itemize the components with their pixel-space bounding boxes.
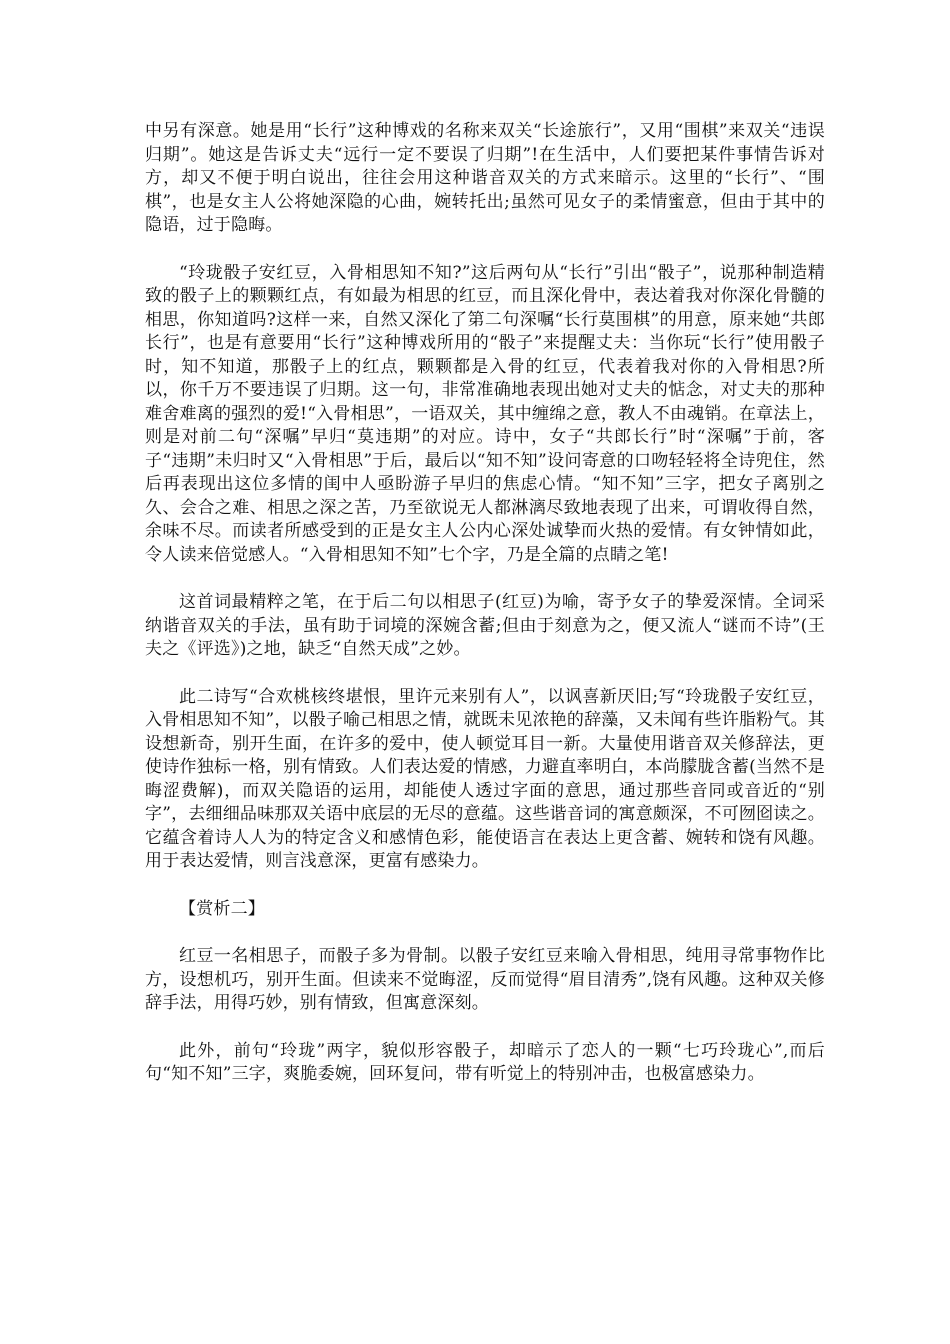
paragraph-gap	[145, 662, 825, 686]
document-body	[145, 120, 825, 1087]
section-heading: 【赏析二】	[179, 898, 265, 919]
paragraph-gap	[145, 238, 825, 262]
paragraph-gap	[145, 874, 825, 898]
paragraph-2: “玲珑骰子安红豆，入骨相思知不知?”这后两句从“长行”引出“骰子”，说那种制造精致的骰子上的颗颗红点，有如最为相思的红豆，而且深化骨中，表达着我对你深化骨髓的相思，你知道吗?这样一来，自然又深化了第二句深嘱“长行莫围棋”的用意，原来她“共郎长行”，也是有意要用“长行”这种博戏所用的“骰子”来提醒丈夫：当你玩“长行”使用骰子时，知不知道，那骰子上的红点，颗颗都是入骨的红豆，代表着我对你的入骨相思?所以，你千万不要违误了归期。这一句，非常准确地表现出她对丈夫的惦念，对丈夫的那种难舍难离的强烈的爱!“入骨相思”，一语双关，其中缠绵之意，教人不由魂销。在章法上，则是对前二句“深嘱”早归“莫违期”的对应。诗中，女子“共郎长行”时“深嘱”于前，客子“违期”未归时又“入骨相思”于后，最后以“知不知”设问寄意的口吻轻轻将全诗兜住，然后再表现出这位多情的闺中人亟盼游子早归的焦虑心情。“知不知”三字，把女子离别之久、会合之难、相思之深之苦，乃至欲说无人都淋漓尽致地表现了出来，可谓收得自然，余味不尽。而读者所感受到的正是女主人公内心深处诚挚而火热的爱情。有女钟情如此，令人读来倍觉感人。“入骨相思知不知”七个字，乃是全篇的点睛之笔!	[145, 262, 825, 565]
paragraph-3: 这首词最精粹之笔，在于后二句以相思子(红豆)为喻，寄予女子的挚爱深情。全词采纳谐音双关的手法，虽有助于词境的深婉含蓄;但由于刻意为之，便又流人“谜而不诗”(王夫之《评选》)之地，缺乏“自然天成”之妙。	[145, 592, 825, 659]
paragraph-gap	[145, 1016, 825, 1040]
paragraph-4: 此二诗写“合欢桃核终堪恨，里许元来别有人”，以讽喜新厌旧;写“玲珑骰子安红豆，入骨相思知不知”，以骰子喻己相思之情，就既未见浓艳的辞藻，又未闻有些许脂粉气。其设想新奇，别开生面，在许多的爱中，使人顿觉耳目一新。大量使用谐音双关修辞法，更使诗作独标一格，别有情致。人们表达爱的情感，力避直率明白，本尚朦胧含蓄(当然不是晦涩费解)，而双关隐语的运用，却能使人透过字面的意思，通过那些音同或音近的“别字”，去细细品味那双关语中底层的无尽的意蕴。这些谐音词的寓意颇深，不可囫囵读之。它蕴含着诗人人为的特定含义和感情色彩，能使语言在表达上更含蓄、婉转和饶有风趣。用于表达爱情，则言浅意深，更富有感染力。	[145, 686, 825, 871]
paragraph-5: 红豆一名相思子，而骰子多为骨制。以骰子安红豆来喻入骨相思，纯用寻常事物作比方，设想机巧，别开生面。但读来不觉晦涩，反而觉得“眉目清秀”,饶有风趣。这种双关修辞手法，用得巧妙，别有情致，但寓意深刻。	[145, 946, 825, 1013]
paragraph-gap	[145, 567, 825, 591]
paragraph-6: 此外，前句“玲珑”两字，貌似形容骰子，却暗示了恋人的一颗“七巧玲珑心”,而后句“知不知”三字，爽脆委婉，回环复问，带有听觉上的特别冲击，也极富感染力。	[145, 1040, 825, 1084]
paragraph-1: 中另有深意。她是用“长行”这种博戏的名称来双关“长途旅行”，又用“围棋”来双关“违误归期”。她这是告诉丈夫“远行一定不要误了归期”!在生活中，人们要把某件事情告诉对方，却又不便于明白说出，往往会用这种谐音双关的方式来暗示。这里的“长行”、“围棋”，也是女主人公将她深隐的心曲，婉转托出;虽然可见女子的柔情蜜意，但由于其中的隐语，过于隐晦。	[145, 121, 825, 235]
paragraph-gap	[145, 921, 825, 945]
